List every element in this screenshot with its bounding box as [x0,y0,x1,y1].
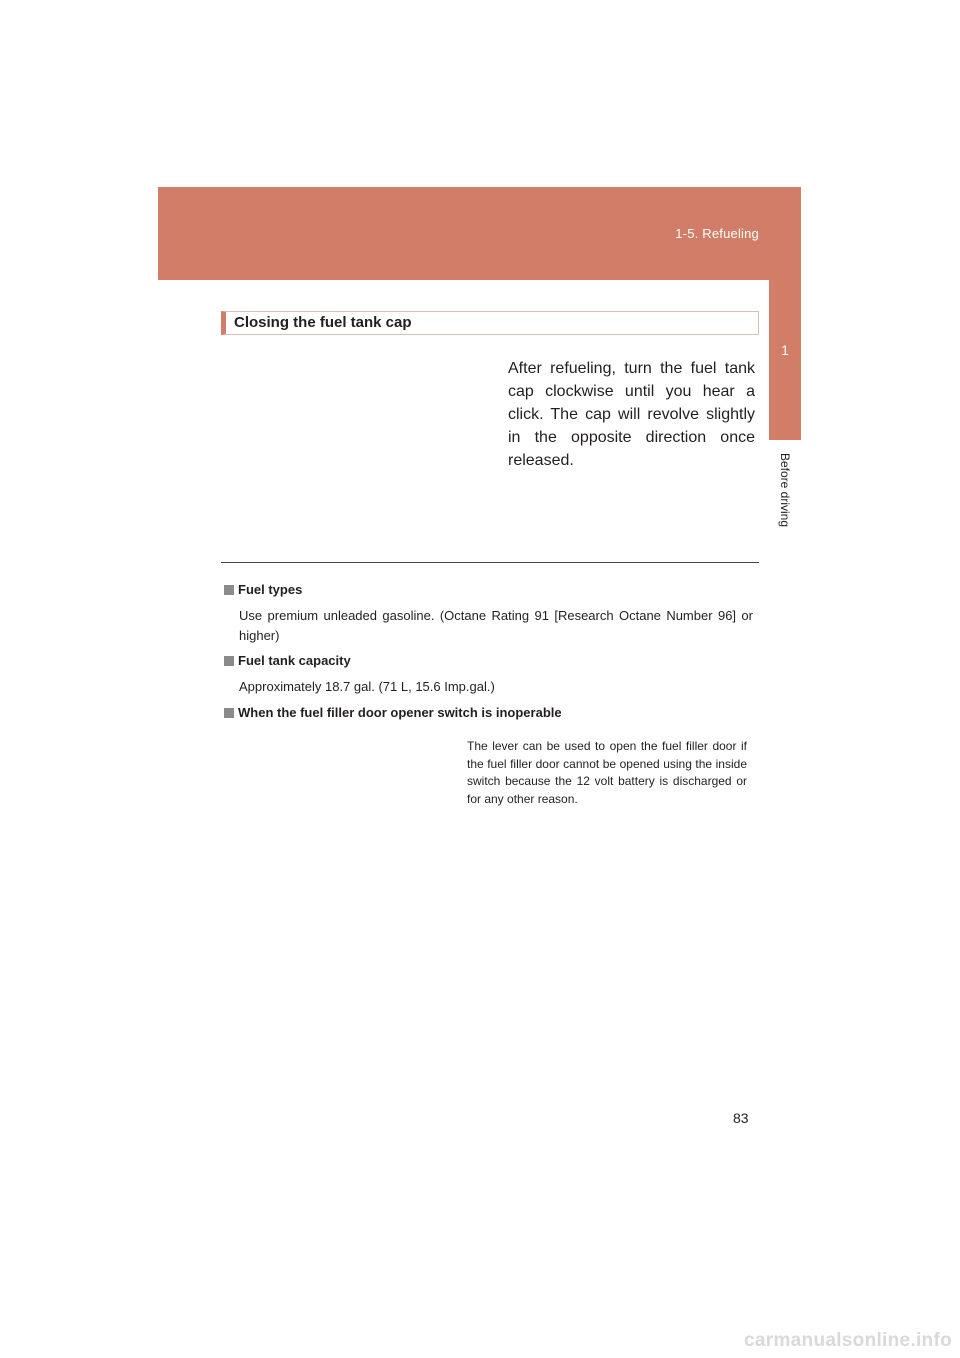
chapter-title-label [769,440,801,540]
section-heading-bar [221,311,759,335]
chapter-title: Before driving [778,452,792,528]
note-body-filler-door-opener: The lever can be used to open the fuel filler door if the fuel filler door cannot be opened using the inside switch because the 12 volt battery is discharged or for any other reason. [467,739,747,806]
watermark-text: carmanualsonline.info [744,1330,952,1351]
square-bullet-icon [224,585,234,595]
chapter-number: 1 [781,342,789,358]
square-bullet-icon [224,656,234,666]
note-title-text: When the fuel filler door opener switch is inoperable [238,705,562,720]
page-number: 83 [733,1110,749,1126]
section-heading: Closing the fuel tank cap [234,314,412,331]
square-bullet-icon [224,708,234,718]
note-title-filler-door-opener [224,705,562,720]
note-title-text: Fuel tank capacity [238,653,351,668]
section-breadcrumb: 1-5. Refueling [675,226,759,241]
note-body-fuel-tank-capacity: Approximately 18.7 gal. (71 L, 15.6 Imp.gal.) [239,679,495,694]
header-band [158,187,801,280]
chapter-tab[interactable] [769,280,801,440]
note-body-fuel-types: Use premium unleaded gasoline. (Octane Rating 91 [Research Octane Number 96] or higher) [239,608,753,643]
note-title-fuel-tank-capacity [224,653,351,668]
note-title-text: Fuel types [238,582,303,597]
section-divider [221,562,759,563]
instruction-text: After refueling, turn the fuel tank cap clockwise until you hear a click. The cap will revolve slightly in the opposite direction once released. [508,360,755,469]
note-title-fuel-types [224,582,302,597]
